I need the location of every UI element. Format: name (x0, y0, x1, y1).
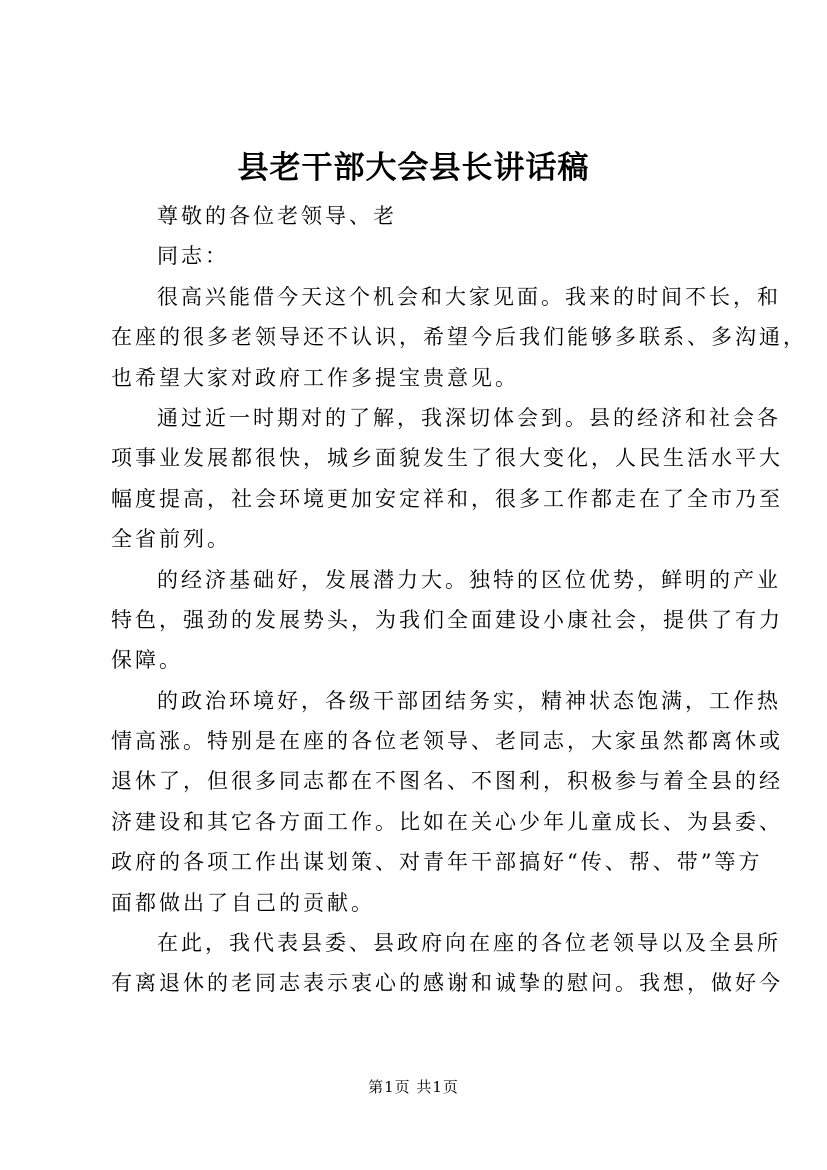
body-line: 政府的各项工作出谋划策、对青年干部搞好“传、帮、带”等方 (111, 850, 763, 875)
body-line: 退休了，但很多同志都在不图名、不图利，积极参与着全县的经 (111, 769, 783, 794)
body-line: 的经济基础好，发展潜力大。独特的区位优势，鲜明的产业 (157, 567, 781, 592)
body-line: 面都做出了自己的贡献。 (111, 890, 375, 915)
body-line: 同志： (157, 244, 229, 269)
body-line: 全省前列。 (111, 527, 231, 552)
document-body (111, 196, 807, 1004)
document-title: 县老干部大会县长讲话稿 (237, 150, 590, 186)
body-line: 的政治环境好，各级干部团结务实，精神状态饱满，工作热 (157, 688, 781, 713)
body-line: 很高兴能借今天这个机会和大家见面。我来的时间不长，和 (157, 284, 781, 309)
body-line: 在座的很多老领导还不认识，希望今后我们能够多联系、多沟通， (111, 325, 807, 350)
body-line: 也希望大家对政府工作多提宝贵意见。 (111, 365, 519, 390)
body-line: 济建设和其它各方面工作。比如在关心少年儿童成长、为县委、 (111, 809, 783, 834)
body-line: 通过近一时期对的了解，我深切体会到。县的经济和社会各 (157, 405, 781, 430)
body-line: 尊敬的各位老领导、老 (157, 204, 397, 228)
body-line: 保障。 (111, 648, 183, 673)
body-line: 幅度提高，社会环境更加安定祥和，很多工作都走在了全市乃至 (111, 486, 783, 511)
page-footer: 第1页 共1页 (368, 1078, 459, 1096)
body-line: 有离退休的老同志表示衷心的感谢和诚挚的慰问。我想，做好今 (111, 971, 783, 996)
body-line: 在此，我代表县委、县政府向在座的各位老领导以及全县所 (157, 931, 781, 956)
body-line: 特色，强劲的发展势头，为我们全面建设小康社会，提供了有力 (111, 607, 783, 632)
body-line: 情高涨。特别是在座的各位老领导、老同志，大家虽然都离休或 (111, 729, 783, 754)
body-line: 项事业发展都很快，城乡面貌发生了很大变化，人民生活水平大 (111, 446, 783, 471)
